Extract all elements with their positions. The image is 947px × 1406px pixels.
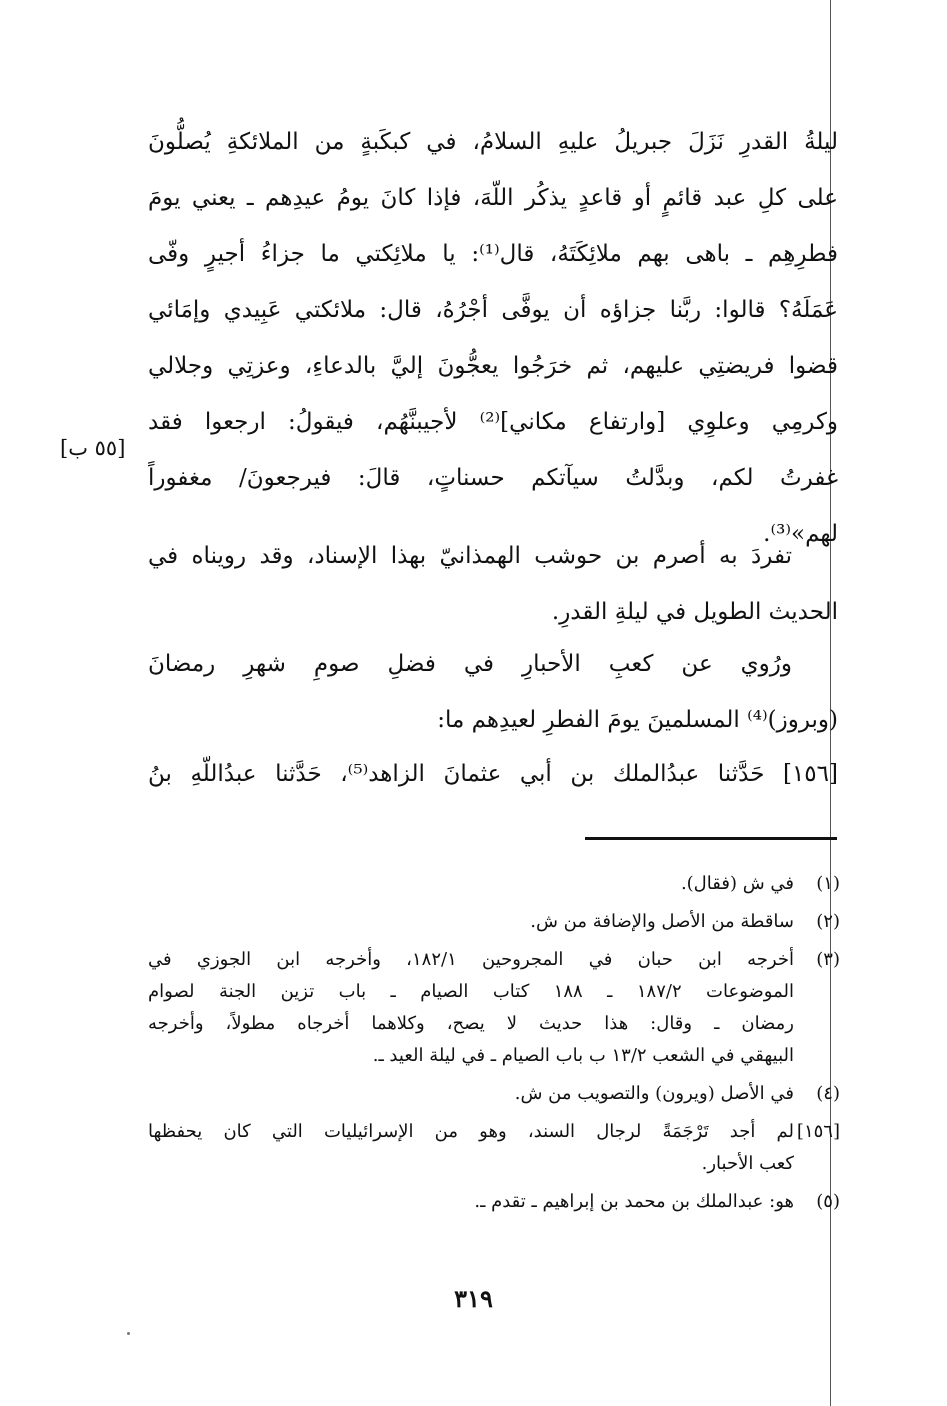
footnote-text <box>148 1116 794 1180</box>
margin-folio-marker: [٥٥ ب] <box>60 436 126 460</box>
body-line: [١٥٦] حَدَّثنا عبدُالملك بن أبي عثمانَ الزاهد⁽⁵⁾، حَدَّثنا عبدُاللّهِ بنُ <box>148 761 838 787</box>
body-line: قضوا فريضتِي عليهم، ثم خرَجُوا يعجُّونَ إليَّ بالدعاءِ، وعزتِي وجلالي <box>148 353 838 379</box>
footnote-line: أخرجه ابن حبان في المجروحين ١٨٢/١، وأخرجه ابن الجوزي في <box>148 949 794 970</box>
footnote-number: (٢) <box>816 911 840 932</box>
body-line: غفرتُ لكم، وبدَّلتُ سيآتكم حسناتٍ، قالَ: فيرجعونَ/ مغفوراً <box>148 465 838 491</box>
paragraph-commentary <box>148 528 838 640</box>
footnote-number: (٣) <box>816 949 840 970</box>
footnote-item <box>148 1186 840 1218</box>
footnote-item <box>148 1078 840 1110</box>
page-number: ٣١٩ <box>454 1284 493 1313</box>
footnote-line: رمضان ـ وقال: هذا حديث لا يصح، وكلاهما أخرجاه مطولاً، وأخرجه <box>148 1013 794 1034</box>
body-line: (وبروز)⁽⁴⁾ المسلمينَ يومَ الفطرِ لعيدِهم ما: <box>437 707 838 733</box>
footnote-item <box>148 906 840 938</box>
body-line: تفردَ به أصرم بن حوشب الهمذانيّ بهذا الإسناد، وقد رويناه في <box>148 543 792 569</box>
footnote-item <box>148 944 840 1072</box>
footnote-number: (٤) <box>816 1083 840 1104</box>
footnote-text <box>148 906 794 938</box>
footnote-number: (٥) <box>816 1191 840 1212</box>
footnote-line: لم أجد تَرْجَمَةً لرجال السند، وهو من الإسرائيليات التي كان يحفظها <box>148 1121 794 1142</box>
footnotes-section <box>148 868 840 1224</box>
footnote-text <box>148 944 794 1072</box>
footnote-line: كعب الأحبار. <box>701 1153 794 1174</box>
footnote-item <box>148 1116 840 1180</box>
footnote-text <box>148 1078 794 1110</box>
paragraph-narration-156 <box>148 746 838 802</box>
body-line: ورُوي عن كعبِ الأحبارِ في فضلِ صومِ شهرِ رمضانَ <box>148 651 792 677</box>
footnote-line: البيهقي في الشعب ١٣/٢ ب باب الصيام ـ في ليلة العيد ـ. <box>372 1045 794 1066</box>
body-line: الحديث الطويل في ليلةِ القدرِ. <box>551 599 838 625</box>
footnote-line: في ش (فقال). <box>680 873 794 894</box>
scan-speck <box>127 1332 130 1335</box>
footnote-line: هو: عبدالملك بن محمد بن إبراهيم ـ تقدم ـ. <box>474 1191 794 1212</box>
body-line: وكرمِي وعلوِي [وارتفاع مكاني]⁽²⁾ لأجيبنَّهُم، فيقولُ: ارجعوا فقد <box>148 409 838 435</box>
body-line: ليلةُ القدرِ نَزَلَ جبريلُ عليهِ السلامُ، في كبكَبةٍ من الملائكةِ يُصلُّونَ <box>148 129 838 155</box>
footnote-number: [١٥٦] <box>796 1121 840 1142</box>
footnote-number: (١) <box>816 873 840 894</box>
footnote-line: الموضوعات ١٨٧/٢ ـ ١٨٨ كتاب الصيام ـ باب تزين الجنة لصوام <box>148 981 794 1002</box>
body-line: عَمَلَهُ؟ قالوا: ربَّنا جزاؤه أن يوفَّى أجْرُهُ، قال: ملائكتي عَبِيدي وإمَائي <box>148 297 838 323</box>
footnote-item <box>148 868 840 900</box>
footnote-text <box>148 1186 794 1218</box>
body-line: فطرِهِم ـ باهى بهم ملائِكَتَهُ، قال⁽¹⁾: يا ملائِكتي ما جزاءُ أجيرٍ وفّى <box>148 241 838 267</box>
footnote-text <box>148 868 794 900</box>
footnote-line: في الأصل (ويرون) والتصويب من ش. <box>514 1083 794 1104</box>
footnote-line: ساقطة من الأصل والإضافة من ش. <box>530 911 794 932</box>
body-line: على كلِ عبد قائمٍ أو قاعدٍ يذكُر اللّهَ، فإذا كانَ يومُ عيدِهم ـ يعني يومَ <box>148 185 838 211</box>
paragraph-kaab-report <box>148 636 838 748</box>
paragraph-hadith-text <box>148 114 838 562</box>
footnote-separator-rule <box>585 837 837 840</box>
body-line: لهم»⁽³⁾. <box>763 521 838 547</box>
